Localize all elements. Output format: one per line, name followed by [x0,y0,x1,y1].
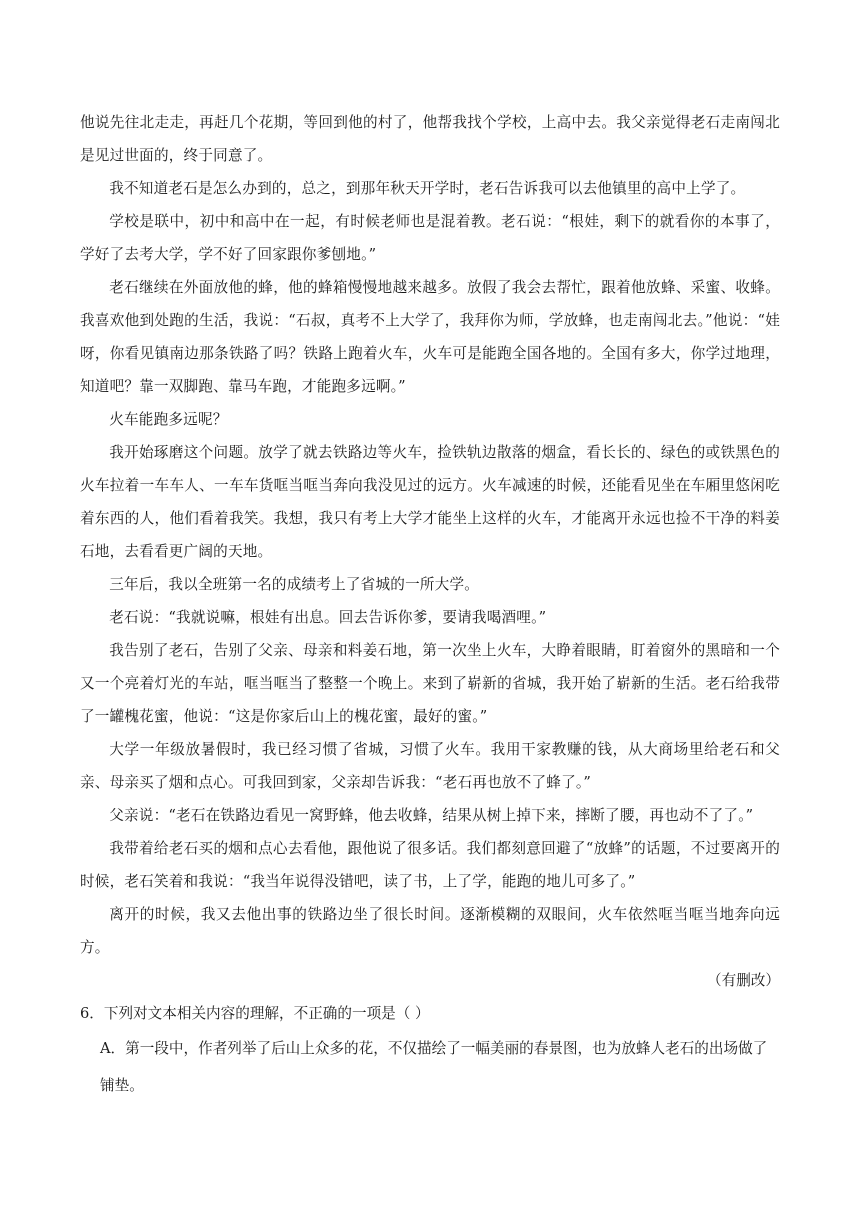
paragraph-10: 大学一年级放暑假时，我已经习惯了省城，习惯了火车。我用干家教赚的钱，从大商场里给老石和父亲、母亲买了烟和点心。可我回到家，父亲却告诉我：“老石再也放不了蜂了。” [80,741,780,791]
question-stem: 6．下列对文本相关内容的理解，不正确的一项是（ ） [80,1005,430,1022]
paragraph-1: 他说先往北走走，再赶几个花期，等回到他的村了，他帮我找个学校，上高中去。我父亲觉得老石走南闯北是见过世面的，终于同意了。 [80,114,780,164]
paragraph-12: 我带着给老石买的烟和点心去看他，跟他说了很多话。我们都刻意回避了“放蜂”的话题，不过要离开的时候，老石笑着和我说：“我当年说得没错吧，读了书，上了学，能跑的地儿可多了。” [80,840,780,890]
paragraph-4: 老石继续在外面放他的蜂，他的蜂箱慢慢地越来越多。放假了我会去帮忙，跟着他放蜂、采蜜、收蜂。我喜欢他到处跑的生活，我说：“石叔，真考不上大学了，我拜你为师，学放蜂，也走南闯北去。”他说：“娃呀，你看见镇南边那条铁路了吗？铁路上跑着火车，火车可是能跑全国各地的。全国有多大，你学过地理，知道吧？靠一双脚跑、靠马车跑，才能跑多远啊。” [80,279,780,395]
paragraph-3: 学校是联中，初中和高中在一起，有时候老师也是混着教。老石说：“根娃，剩下的就看你的本事了，学好了去考大学，学不好了回家跟你爹刨地。” [80,213,780,263]
paragraph-9: 我告别了老石，告别了父亲、母亲和料姜石地，第一次坐上火车，大睁着眼睛，盯着窗外的黑暗和一个又一个亮着灯光的车站，哐当哐当了整整一个晚上。来到了崭新的省城，我开始了崭新的生活。老石给我带了一罐槐花蜜，他说：“这是你家后山上的槐花蜜，最好的蜜。” [80,642,780,725]
paragraph-13: 离开的时候，我又去他出事的铁路边坐了很长时间。逐渐模糊的双眼间，火车依然哐当哐当地奔向远方。 [80,906,780,956]
revision-note: （有删改） [707,972,780,989]
paragraph-11: 父亲说：“老石在铁路边看见一窝野蜂，他去收蜂，结果从树上掉下来，摔断了腰，再也动不了了。” [109,807,754,824]
paragraph-5: 火车能跑多远呢？ [109,411,228,428]
article-body [80,106,780,1104]
paragraph-6: 我开始琢磨这个问题。放学了就去铁路边等火车，捡铁轨边散落的烟盒，看长长的、绿色的或铁黑色的火车拉着一车车人、一车车货哐当哐当奔向我没见过的远方。火车减速的时候，还能看见坐在车厢里悠闲吃着东西的人，他们看着我笑。我想，我只有考上大学才能坐上这样的火车，才能离开永远也捡不干净的料姜石地，去看看更广阔的天地。 [80,444,780,560]
paragraph-8: 老石说：“我就说嘛，根娃有出息。回去告诉你爹，要请我喝酒哩。” [109,609,547,626]
paragraph-2: 我不知道老石是怎么办到的，总之，到那年秋天开学时，老石告诉我可以去他镇里的高中上学了。 [109,180,746,197]
option-a [80,1030,780,1104]
paragraph-7: 三年后，我以全班第一名的成绩考上了省城的一所大学。 [109,576,480,593]
option-a-text: 第一段中，作者列举了后山上众多的花，不仅描绘了一幅美丽的春景图，也为放蜂人老石的出场做了铺垫。 [100,1040,768,1094]
option-a-label: A． [100,1040,126,1057]
